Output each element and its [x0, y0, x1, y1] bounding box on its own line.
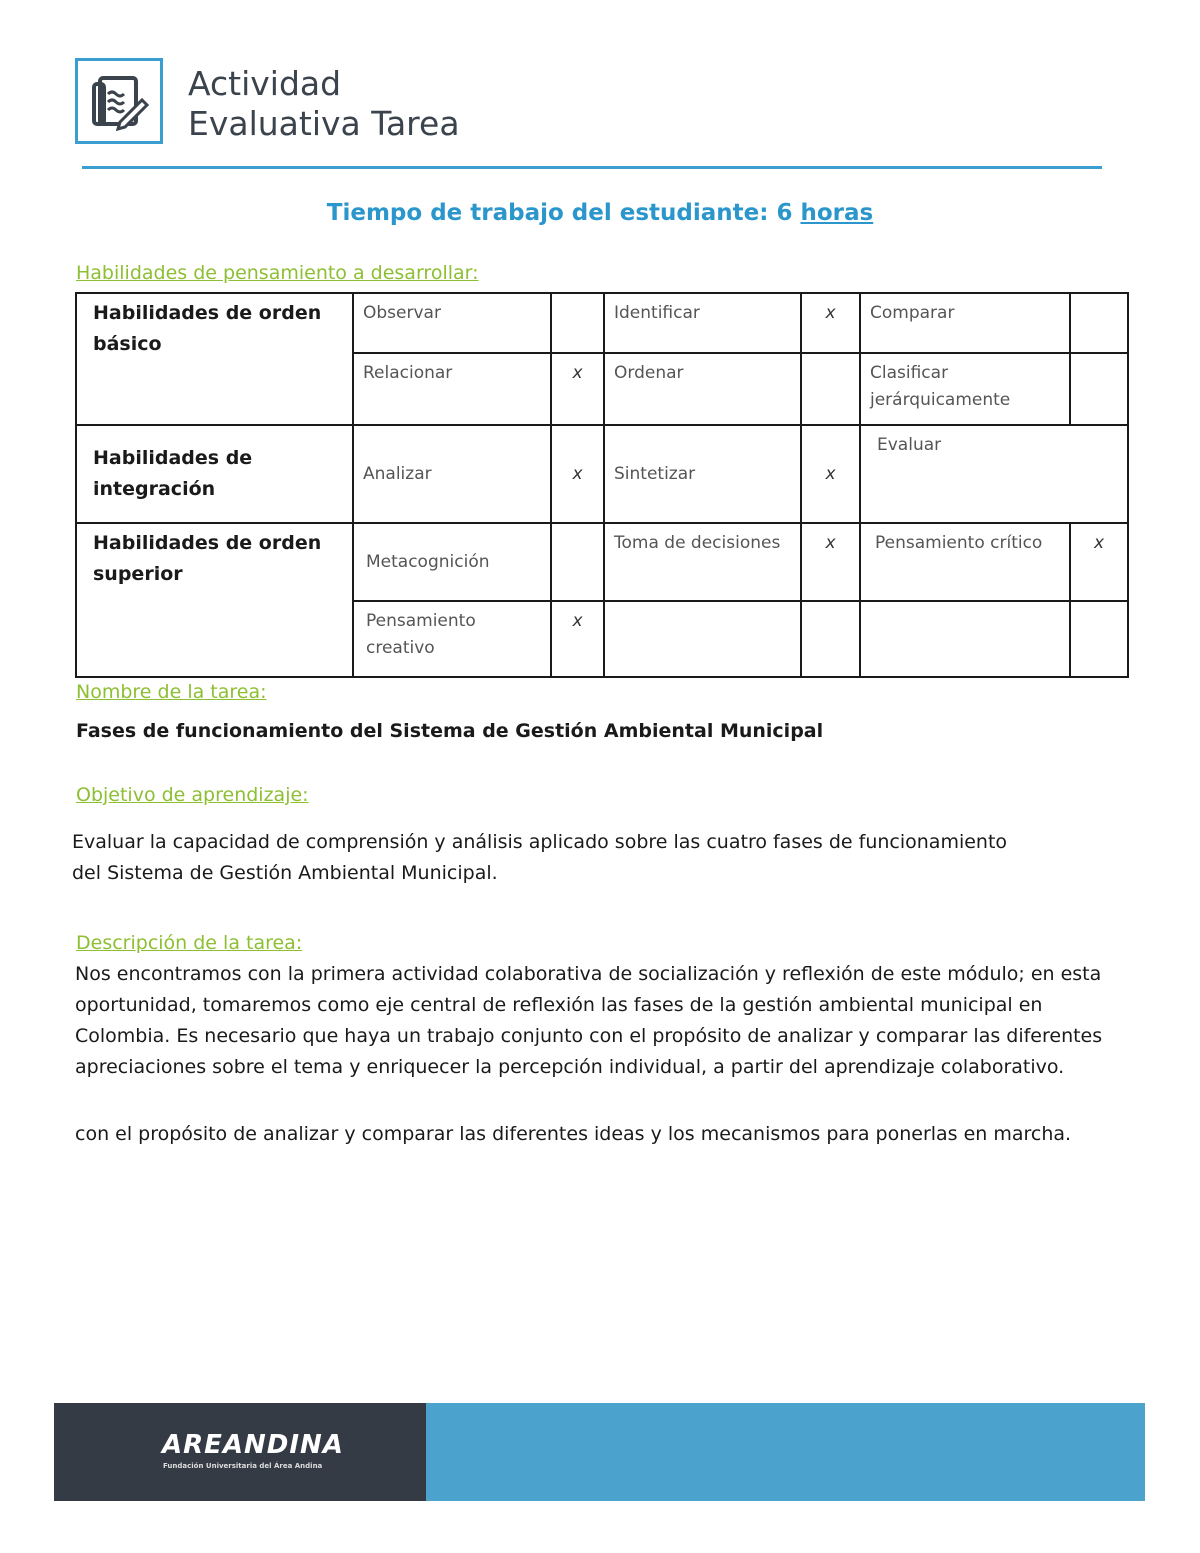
description-paragraph-2: con el propósito de analizar y comparar las diferentes ideas y los mecanismos para ponerlas en marcha. [75, 1123, 1072, 1145]
skill-cell: Toma de decisiones [604, 523, 801, 601]
skill-mark: x [801, 523, 860, 601]
footer-blue-band [426, 1403, 1145, 1501]
skill-mark [801, 601, 860, 677]
category-basic: Habilidades de orden básico [76, 293, 353, 425]
page-title-line1: Actividad [188, 64, 342, 103]
description-paragraph-1: Nos encontramos con la primera actividad colaborativa de socialización y reflexión de este módulo; en esta oportunidad, tomaremos como eje central de reflexión las fases de la gestión ambiental municipal en Colombia. Es necesario que haya un trabajo conjunto con el propósito de analizar y comparar las diferentes apreciaciones sobre el tema y enriquecer la percepción individual, a partir del aprendizaje colaborativo. [75, 963, 1103, 1078]
objective-text: Evaluar la capacidad de comprensión y análisis aplicado sobre las cuatro fases de funcionamiento del Sistema de Gestión Ambiental Municipal. [72, 831, 1008, 884]
skill-mark: x [801, 293, 860, 353]
table-row [76, 425, 1128, 523]
skill-cell: Comparar [860, 293, 1070, 353]
skill-cell [860, 601, 1070, 677]
skill-cell: Analizar [353, 425, 551, 523]
skill-cell: Observar [353, 293, 551, 353]
category-higher-order: Habilidades de orden superior [76, 523, 353, 677]
description-label: Descripción de la tarea: [76, 932, 303, 954]
areandina-logo-subtitle: Fundación Universitaria del Área Andina [163, 1462, 323, 1470]
task-name: Fases de funcionamiento del Sistema de Gestión Ambiental Municipal [76, 720, 824, 742]
table-row [76, 523, 1128, 601]
skill-cell: Metacognición [353, 523, 551, 601]
skills-label: Habilidades de pensamiento a desarrollar: [76, 262, 479, 284]
skill-cell: Evaluar [860, 425, 1128, 523]
skill-mark: x [551, 353, 604, 425]
student-work-time [0, 200, 1200, 226]
skill-mark [1070, 293, 1128, 353]
skill-mark [1070, 353, 1128, 425]
skill-cell [604, 601, 801, 677]
category-integration: Habilidades de integración [76, 425, 353, 523]
activity-document-icon [75, 58, 163, 144]
skill-cell: Pensamiento creativo [353, 601, 551, 677]
skill-cell: Ordenar [604, 353, 801, 425]
skill-mark: x [1070, 523, 1128, 601]
skill-mark [1070, 601, 1128, 677]
skills-table [75, 292, 1129, 678]
skill-mark: x [551, 425, 604, 523]
skill-mark [551, 523, 604, 601]
work-time-unit: horas [800, 200, 874, 226]
task-name-label: Nombre de la tarea: [76, 681, 267, 703]
skill-mark [551, 293, 604, 353]
skill-cell: Sintetizar [604, 425, 801, 523]
skill-cell: Pensamiento crítico [860, 523, 1070, 601]
header-divider [82, 166, 1102, 169]
skill-mark [801, 353, 860, 425]
skill-cell: Clasificar jerárquicamente [860, 353, 1070, 425]
areandina-logo: AREANDINA [162, 1430, 344, 1460]
page-title [188, 64, 460, 144]
skill-cell: Relacionar [353, 353, 551, 425]
table-row [76, 293, 1128, 353]
page-title-line2: Evaluativa Tarea [188, 104, 460, 143]
objective-label: Objetivo de aprendizaje: [76, 784, 309, 806]
work-time-text: Tiempo de trabajo del estudiante: 6 [326, 200, 801, 226]
skill-mark: x [801, 425, 860, 523]
skill-cell: Identificar [604, 293, 801, 353]
skill-mark: x [551, 601, 604, 677]
